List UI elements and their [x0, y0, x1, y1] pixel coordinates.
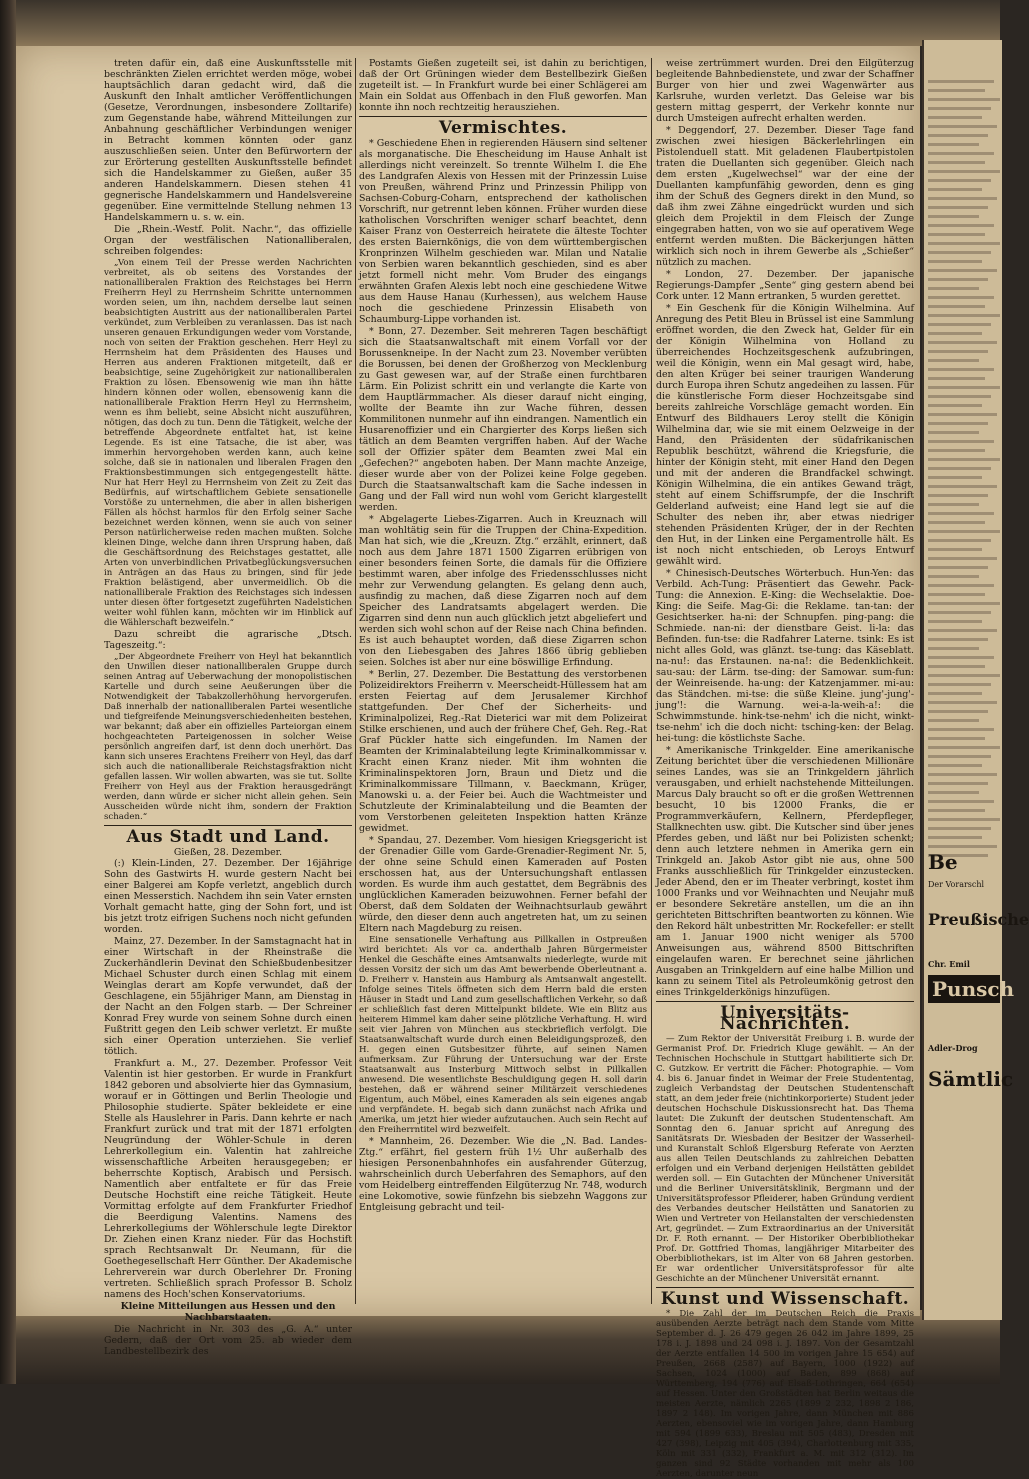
- ad-box: Punsch: [928, 975, 1000, 1003]
- divider: [656, 1287, 914, 1288]
- ad-text: Der Vorarschl: [928, 880, 985, 889]
- facing-page-text-line: [928, 458, 1000, 461]
- facing-page-text-line: [928, 566, 988, 569]
- section-heading: Vermischtes.: [438, 118, 568, 138]
- article-text: weise zertrümmert wurden. Drei den Eilgüterzug begleitende Bahnbedienstete, und zwar der Schaffner Burger von hier und zwei Wagenwärter aus Karlsruhe, wurden verletzt. Das Geleise war bis gestern mittag gesperrt, der Verkehr konnte nur durch Umsteigen aufrecht erhalten werden.: [656, 58, 914, 124]
- facing-page-text-line: [928, 467, 991, 470]
- facing-page-text-line: [928, 503, 979, 506]
- facing-page-text-line: [928, 818, 1000, 821]
- facing-page-text-line: [928, 440, 994, 443]
- facing-page-text-line: [928, 359, 979, 362]
- facing-page-text-line: [928, 377, 985, 380]
- facing-page-text-line: [928, 323, 991, 326]
- facing-page-text-line: [928, 638, 988, 641]
- news-item: * Berlin, 27. Dezember. Die Bestattung des verstorbenen Polizeidirektors Freiherrn v. Meerscheidt-Hüllessem hat am ersten Feiertag auf dem Jerusalemer Kirchhof stattgefunden. Der Chef der Sicherheits- und Kriminalpolizei, Reg.-Rat Dieterici war mit dem Polizeirat Stilke erschienen, und auch der frühere Chef, Geh. Reg.-Rat Graf Pückler hatte sich eingefunden. Im Namen der Beamten der Kriminalabteilung legte Kriminalkommissar v. Kracht einen Kranz nieder. Mit ihm wohnten die Kriminalinspektoren Jorn, Braun und Dietz und die Kriminalkommissare Tillmann, v. Baeckmann, Krüger, Manowski u. a. der Feier bei. Auch die Wachtmeister und Schutzleute der Kriminalabteilung und die Beamten der vom Verstorbenen geleiteten Inspektion hatten Kränze gewidmet.: [359, 669, 647, 834]
- ad-heading: Be: [928, 850, 958, 874]
- facing-page-text-line: [928, 611, 991, 614]
- facing-page-text-line: [928, 215, 979, 218]
- facing-page-text-line: [928, 692, 982, 695]
- facing-page-text-line: [928, 773, 997, 776]
- facing-page-text-line: [928, 314, 1000, 317]
- facing-page-text-line: [928, 665, 985, 668]
- facing-page-text-line: [928, 269, 997, 272]
- ad-text: Chr. Emil: [928, 959, 970, 969]
- news-item: * Chinesisch-Deutsches Wörterbuch. Hun-Yen: das Verbild. Ach-Tung: Präsentiert das Gewehr. Pack-Tung: die Annexion. E-King: die Wechselaktie. Doe-King: die Seife. Mag-Gi: die Reklame. tan-tan: der Gesichtserker. ha-ni: der Schnupfen. ping-pang: die Schmiede. nan-ni: der dienstbare Geist. li-la: das Befinden. fun-tse: die Radfahrer Laterne. tsink: Es ist nicht alles Gold, was glänzt. tse-tung: das Käseblatt. na-nu!: das Erstaunen. na-na!: die Bedenklichkeit. sau-sau: der Lärm. tse-ding: der Samowar. sum-fun: der Weinreisende. ha-ung: der Katzenjammer. mi-au: das Ständchen. mi-tse: die süße Kleine. jung'-jung'-jung'!: die Warnung. wei-a-la-weih-a!: die Schwimmstunde. hink-tse-nehm' ich die nicht, winkt-tse-nehm' ich die doch nicht: tsching-ken: der Belag. hei-tung: die köstlichste Sache.: [656, 568, 914, 744]
- facing-page-text-line: [928, 260, 982, 263]
- facing-page-text-line: [928, 683, 991, 686]
- facing-page-text-line: [928, 530, 1000, 533]
- facing-page-text-line: [928, 728, 994, 731]
- facing-page-text-line: [928, 89, 985, 92]
- facing-page-text-line: [928, 620, 982, 623]
- facing-page-text-line: [928, 647, 979, 650]
- facing-page-text-line: [928, 755, 991, 758]
- news-item: * Geschiedene Ehen in regierenden Häusern sind seltener als morganatische. Die Ehescheidung im Hause Anhalt ist allerdings nicht vereinzelt. So trennte Wilhelm I. die Ehe des Landgrafen Alexis von Hessen mit der Prinzessin Luise von Preußen, während Prinz und Prinzessin Philipp von Sachsen-Coburg-Coharn, entsprechend der katholischen Vorschrift, nur getrennt leben können. Früher wurden diese katholischen Vorschriften weniger scharf beachtet, denn Kaiser Franz von Oesterreich heiratete die älteste Tochter des ersten Baiernkönigs, die von dem württembergischen Kronprinzen Wilhelm geschieden war. Milan und Natalie von Serbien waren bekanntlich geschieden, sind es aber jetzt formell nicht mehr. Vom Bruder des eingangs erwähnten Grafen Alexis lebt noch eine geschiedene Witwe aus dem Hause Hanau (Kurhessen), aus welchem Hause noch die geschiedene Prinzessin Elisabeth von Schaumburg-Lippe vorhanden ist.: [359, 138, 647, 325]
- facing-page-text-line: [928, 539, 991, 542]
- dateline: Gießen, 28. Dezember.: [173, 847, 283, 858]
- facing-page-text-line: [928, 125, 997, 128]
- column-rule: [355, 58, 356, 1304]
- facing-page-text-line: [928, 845, 997, 848]
- facing-page-text-line: [928, 116, 982, 119]
- facing-page-text-line: [928, 476, 982, 479]
- facing-page-text-line: [928, 584, 994, 587]
- divider: [656, 1001, 914, 1002]
- news-item: * Die Zahl der im Deutschen Reich die Praxis ausübenden Aerzte beträgt nach dem Stande vom Mitte September d. J. 26 479 gegen 26 042 im Jahre 1899, 25 178 i. J. 1898 und 24 098 i. J. 1897. Von der Gesamtzahl der Aerzte entfallen 14 500 im vorigen Jahre 15 654) auf Preußen, 2668 (2587) auf Bayern, 1000 (1922) auf Sachsen, 1024 (1000) auf Baden, 899 (868) auf Württemberg, 194 (776) auf Elsaß-Lothringen, 664 (654) auf Hessen. Unter den Großstädten hat Berlin weitaus die meisten Aerzte, nämlich 2265 (1899 2 232, 1898 2 186, 1897 2 148). Im vorigen Jahre, dann München mit 886 Aerzten, ebensoviel wie im vorigen Jahre, dann Hamburg mit 594 (1899 633), Breslau mit 505 (483), Dresden mit 427 (398), Leipzig mit 405 (394), Charlottenburg mit 335, Köln mit 331 (332), Frankfurt a. M. mit 312 (312). Im ganzen sind 92 Städte vorhanden mit mehr als 100 Aerzten, darunter neun: [656, 1309, 914, 1479]
- news-item: (:) Klein-Linden, 27. Dezember. Der 16jährige Sohn des Gastwirts H. wurde gestern Nacht bei einer Balgerei am Kopfe verletzt, angeblich durch einen Messerstich. Nachdem ihn sein Vater ernsten Vorhalt gemacht hatte, ging der Sohn fort, und ist bis jetzt trotz eifrigen Suchens noch nicht gefunden worden.: [104, 858, 352, 935]
- facing-page-edge: [922, 40, 1029, 1320]
- section-heading: Universitäts-Nachrichten.: [719, 1003, 851, 1034]
- facing-page-text-line: [928, 170, 1000, 173]
- column-3: [656, 58, 914, 1479]
- facing-page-text-line: [928, 701, 997, 704]
- column-2: [359, 58, 647, 1304]
- facing-page-text-line: [928, 161, 985, 164]
- facing-page-text-line: [928, 422, 988, 425]
- news-item: * Spandau, 27. Dezember. Vom hiesigen Kriegsgericht ist der Grenadier Gille vom Garde-Grenadier-Regiment Nr. 5, der ohne seine Schuld einen Kameraden auf Posten erschossen hat, aus der Untersuchungshaft entlassen worden. Es wurde ihm auch gestattet, dem Begräbnis des unglücklichen Kameraden beizuwohnen. Ferner befahl der Oberst, daß dem Soldaten der Weihnachtsurlaub gewährt würde, den dieser denn auch angetreten hat, um zu seinen Eltern nach Magdeburg zu reisen.: [359, 835, 647, 934]
- news-item: * Mannheim, 26. Dezember. Wie die „N. Bad. Landes-Ztg.“ erfährt, fiel gestern früh 1½ Uhr außerhalb des hiesigen Personenbahnhofes ein ausfahrender Güterzug, wahrscheinlich durch Ueberfahren des Semaphors, auf den vom Heidelberg eintreffenden Eilgüterzug Nr. 748, wodurch eine Lokomotive, sowie fünfzehn bis siebzehn Waggons zur Entgleisung gebracht und teil-: [359, 1136, 647, 1213]
- facing-page-text-line: [928, 233, 985, 236]
- facing-page-text-line: [928, 719, 979, 722]
- facing-page-text-line: [928, 80, 994, 83]
- facing-page-text-line: [928, 332, 982, 335]
- facing-page-text-line: [928, 494, 988, 497]
- facing-page-text-line: [928, 746, 1000, 749]
- facing-page-text-line: [928, 557, 997, 560]
- facing-page-text-line: [928, 179, 991, 182]
- news-item: Mainz, 27. Dezember. In der Samstagnacht hat in einer Wirtschaft in der Rheinstraße die Zuckerhändlerin Devinat den Schießbudenbesitzer Michael Schuster durch einen Schlag mit einem Weinglas derart am Kopfe verwundet, daß der Geschlagene, ein 55jähriger Mann, am Dienstag in der Nacht an den Folgen starb. — Der Schreiner Konrad Frey wurde von seinem Sohne durch einen Fußtritt gegen den Leib schwer verletzt. Er mußte sich einer Operation unterziehen. Sie verlief tötlich.: [104, 936, 352, 1057]
- facing-page-text-line: [928, 386, 1000, 389]
- facing-page-text-line: [928, 548, 982, 551]
- book-binding: [0, 0, 16, 1384]
- section-heading: Aus Stadt und Land.: [126, 827, 330, 847]
- facing-page-text-line: [928, 368, 994, 371]
- column-rule: [651, 58, 652, 1304]
- facing-page-text-line: [928, 143, 979, 146]
- news-item: Die Nachricht in Nr. 303 des „G. A.“ unter Gedern, daß der Ort vom 25. ab wieder dem Landbestellbezirk des: [104, 1324, 352, 1357]
- divider: [104, 825, 352, 826]
- article-text: Die „Rhein.-Westf. Polit. Nachr.“, das offizielle Organ der westfälischen Nationalliberalen, schreiben folgendes:: [104, 224, 352, 257]
- facing-page-text-line: [928, 764, 982, 767]
- article-text: Postamts Gießen zugeteilt sei, ist dahin zu berichtigen, daß der Ort Grüningen wieder dem Bestellbezirk Gießen zugeteilt ist. — In Frankfurt wurde bei einer Schlägerei am Main ein Soldat aus Offenbach in den Fluß geworfen. Man konnte ihn noch rechtzeitig herausziehen.: [359, 58, 647, 113]
- facing-page-text-line: [928, 431, 979, 434]
- facing-page-text-line: [928, 791, 979, 794]
- ad-heading: Preußische: [928, 910, 1029, 929]
- news-item: * Bonn, 27. Dezember. Seit mehreren Tagen beschäftigt sich die Staatsanwaltschaft mit einem Vorfall vor der Borussenkneipe. In der Nacht zum 23. November verübten die Borussen, bei denen der Großherzog von Mecklenburg zu Gast gewesen war, auf der Straße einen furchtbaren Lärm. Ein Polizist schritt ein und verlangte die Karte von dem Hauptlärmmacher. Als dieser darauf nicht einging, wollte der Beamte ihn zur Wache führen, dessen Kommilitonen nunmehr auf ihn eindrangen. Namentlich ein Husarenoffizier und ein Chargierter des Korps ließen sich tätlich an dem Beamten vergriffen haben. Auf der Wache soll der Offizier später dem Beamten zwei Mal ein „Gefechen?“ angeboten haben. Der Mann machte Anzeige, dieser wurde aber von der Polizei keine Folge gegeben. Durch die Staatsanwaltschaft kam die Sache indessen in Gang und der Fall wird nun wohl vom Gericht klargestellt werden.: [359, 326, 647, 513]
- facing-page-text-line: [928, 98, 1000, 101]
- subheading: Kleine Mitteilungen aus Hessen und den Nachbarstaaten.: [120, 1301, 336, 1323]
- article-text: Dazu schreibt die agrarische „Dtsch. Tageszeitg.“:: [104, 629, 352, 651]
- facing-page-text-line: [928, 710, 988, 713]
- facing-page-text-line: [928, 134, 988, 137]
- facing-page-text-line: [928, 206, 988, 209]
- page-top-edge: [16, 0, 1000, 46]
- news-item: * Ein Geschenk für die Königin Wilhelmina. Auf Anregung des Petit Bleu in Brüssel ist eine Sammlung eröffnet worden, die den Zweck hat, Gelder für ein der Königin Wilhelmina von Holland zu überreichendes Hochzeitsgeschenk aufzubringen, weil die Königin, wenn ein Mal gesagt wird, habe, den alten Krüger bei seiner traurigen Wanderung durch Europa ihren Schutz angedeihen zu lassen. Für die künstlerische Form dieser Hochzeitsgabe sind bereits zahlreiche Vorschläge gemacht worden. Ein Entwurf des Bildhauers Leroy stellt die Königin Wilhelmina dar, wie sie mit einem Oelzweige in der Hand, den Präsidenten der südafrikanischen Republik beschützt, während die Kriegsfurie, die hinter der Königin steht, mit einer Hand den Degen und mit der anderen die Brandfackel schwingt. Königin Wilhelmina, die ein antikes Gewand trägt, steht auf einem Schiffsrumpfe, der die Inschrift Gelderland aufweist; eine Hand legt sie auf die Schulter des neben ihr, aber etwas niedriger stehenden Präsidenten Krüger, der in der Rechten den Hut, in der Linken eine Pergamentrolle hält. Es ist noch nicht entschieden, ob Leroys Entwurf gewählt wird.: [656, 303, 914, 567]
- facing-page-text-line: [928, 449, 985, 452]
- section-heading: Kunst und Wissenschaft.: [660, 1289, 910, 1309]
- facing-page-text-line: [928, 800, 994, 803]
- facing-page-text-line: [928, 737, 985, 740]
- facing-page-text-line: [928, 251, 991, 254]
- facing-page-text-line: [928, 341, 997, 344]
- facing-page-text-line: [928, 413, 997, 416]
- facing-page-text-line: [928, 152, 994, 155]
- facing-page-text-line: [928, 485, 997, 488]
- facing-page-text-line: [928, 395, 991, 398]
- facing-page-text-line: [928, 278, 988, 281]
- article-text: „Der Abgeordnete Freiherr von Heyl hat bekanntlich den Unwillen dieser nationalliberalen Gruppe durch seinen Antrag auf Ueberwachung der monopolistischen Kartelle und durch seine Aeußerungen über die Notwendigkeit der Tabakzollerhöhung hervorgerufen. Daß innerhalb der nationalliberalen Partei wesentliche und tiefgreifende Meinungsverschiedenheiten bestehen, war bekannt; daß aber ein offizielles Parteiorgan einem hochgeachteten Parteigenossen in solcher Weise persönlich angreifen darf, ist denn doch unerhört. Das kann sich unseres Erachtens Freiherr von Heyl, das darf sich auch die nationalliberale Reichstagsfraktion nicht gefallen lassen. Wir wollen abwarten, was sie tut. Sollte Freiherr von Heyl aus der Fraktion herausgedrängt werden, dann würde er sicher nicht allein gehen. Sein Ausscheiden würde nicht ihm, sondern der Fraktion schaden.“: [104, 652, 352, 822]
- facing-page-text-line: [928, 809, 985, 812]
- facing-page-text-line: [928, 521, 985, 524]
- facing-page-text-line: [928, 656, 994, 659]
- news-item: * Abgelagerte Liebes-Zigarren. Auch in Kreuznach will man wohltätig sein für die Truppen der China-Expedition. Man hat sich, wie die „Kreuzn. Ztg.“ erzählt, erinnert, daß noch aus dem Jahre 1871 1500 Zigarren erübrigen von einer besonders feinen Sorte, die damals für die Offiziere bestimmt waren, aber infolge des Friedensschlusses nicht mehr zur Verwendung gelangten. Es gelang denn auch, ausfindig zu machen, daß diese Zigarren noch auf dem Speicher des Landratsamts abgelagert werden. Die Zigarren sind denn nun auch glücklich jetzt abgeliefert und werden sich wohl schon auf der Reise nach China befinden. Es ist auch behauptet worden, daß diese Zigarren schon von den Liebesgaben des Jahres 1866 übrig geblieben seien. Solches ist aber nur eine böswillige Erfindung.: [359, 514, 647, 668]
- ad-text: Adler-Drog: [928, 1043, 978, 1053]
- facing-page-text-line: [928, 782, 988, 785]
- facing-page-text-line: [928, 305, 985, 308]
- facing-page-text-line: [928, 197, 997, 200]
- news-item: Frankfurt a. M., 27. Dezember. Professor Veit Valentin ist hier gestorben. Er wurde in Frankfurt 1842 geboren und absolvierte hier das Gymnasium, worauf er in Göttingen und Berlin Theologie und Philosophie studierte. Später bekleidete er eine Stelle als Hauslehrer in Paris. Dann kehrte er nach Frankfurt zurück und trat mit der 1871 erfolgten Neugründung der Wöhler-Schule in deren Lehrerkollegium ein. Valentin hat zahlreiche wissenschaftliche Arbeiten herausgegeben; er beherrschte Koptisch, Arabisch und Persisch. Namentlich aber entfaltete er für das Freie Deutsche Hochstift eine reiche Tätigkeit. Heute Vormittag erfolgte auf dem Frankfurter Friedhof die Beerdigung Valentins. Namens des Lehrerkollegiums der Wöhlerschule legte Direktor Dr. Ziehen einen Kranz nieder. Für das Hochstift sprach Rechtsanwalt Dr. Neumann, für die Goethegesellschaft Herr Günther. Der Akademische Lehrerverein war durch Oberlehrer Dr. Froning vertreten. Schließlich sprach Professor B. Scholz namens des Hoch'schen Konservatoriums.: [104, 1058, 352, 1300]
- facing-page-text-line: [928, 602, 1000, 605]
- news-item: — Zum Rektor der Universität Freiburg i. B. wurde der Germanist Prof. Dr. Friedrich Kluge gewählt. — An der Technischen Hochschule in Stuttgart habilitierte sich Dr. C. Gutzkow. Er vertritt die Fächer: Photographie. — Vom 4. bis 6. Januar findet in Weimar der Freie Studententag, zugleich Verbandstag der Deutschen Studentenschaft statt, an dem jeder freie (nichtinkorporierte) Student jeder deutschen Hochschule Diskussionsrecht hat. Das Thema lautet: Die Zukunft der deutschen Studentenschaft. Am Sonntag den 6. Januar spricht auf Anregung des Sanitätsrats Dr. Wiesbaden der Besitzer der Wasserheil- und Kuranstalt Schloß Elgersburg Referate von Aerzten aus allen Teilen Deutschlands zu zahlreichen Debatten erfolgen und ein Verband derjenigen Heilstätten gebildet werden soll. — Ein Gutachten der Münchener Universität und die Berliner Universitätsklinik, Bergmann und der Universitätsprofessor Pfleiderer, haben Gründung verdient des Verbandes deutscher Heilstätten und Sanatorien zu Wien und Vertreter von Heilanstalten der verschiedensten Art, gegründet. — Zum Extraordinarius an der Universität Dr. F. Roth ernannt. — Der Historiker Oberbibliothekar Prof. Dr. Gottfried Thomas, langjähriger Mitarbeiter des Oberbibliothekars, ist im Alter von 68 Jahren gestorben. Er war ordentlicher Universitätsprofessor für alte Geschichte an der Münchener Universität ernannt.: [656, 1034, 914, 1284]
- facing-page-text-line: [928, 188, 982, 191]
- facing-page-text-line: [928, 593, 985, 596]
- facing-page-text-line: [928, 836, 982, 839]
- facing-page-text-line: [928, 827, 991, 830]
- article-text: „Von einem Teil der Presse werden Nachrichten verbreitet, als ob seitens des Vorstandes der nationalliberalen Fraktion des Reichstages bei Herrn Freiherrn Heyl zu Herrnsheim Schritte unternommen worden seien, um ihn, nachdem derselbe laut seinen beabsichtigten Austritt aus der nationalliberalen Partei verkündet, zum Verbleiben zu veranlassen. Das ist nach unseren genauen Erkundigungen weder vom Vorstande, noch von seiten der Fraktion geschehen. Herr Heyl zu Herrnsheim hat dem Präsidenten des Hauses und Herren aus anderen Fraktionen mitgeteilt, daß er beabsichtige, seine Zugehörigkeit zur nationalliberalen Fraktion zu lösen. Ebensowenig wie man ihn hätte hindern können oder wollen, ebensowenig kann die nationalliberale Fraktion Herrn Heyl zu Herrnsheim, wenn es ihm beliebt, seine Absicht nicht auszuführen, nötigen, das doch zu tun. Denn die Tätigkeit, welche der betreffende Abgeordnete entfaltet hat, ist keine Legende. Es ist eine Tatsache, die ist aber, was immerhin hervorgehoben werden kann, auch keine solche, daß sie in nationalen und liberalen Fragen den Fraktionsbestimmungen sich entgegengestellt hätte. Nur hat Herr Heyl zu Herrnsheim von Zeit zu Zeit das Bedürfnis, auf wirtschaftlichem Gebiete sensationelle Vorstöße zu unternehmen, die aber in allen bisherigen Fällen als höchst harmlos für den Erfolg seiner Sache bezeichnet werden können, wenn sie auch von seiner Person natürlicherweise reden machen mußten. Solche kleinen Dinge, welche dann ihren Ursprung haben, daß die Geschäftsordnung des Reichstages gestattet, alle Arten von unverbindlichen Privatbeglückungsversuchen in Anträgen an das Haus zu bringen, sind für jede Fraktion belästigend, aber unvermeidlich. Ob die nationalliberale Fraktion des Reichstages sich indessen unter diesen öfter fortgesetzt zugeführten Nadelstichen weiter wohl fühlen kann, möchten wir im Hinblick auf die Wählerschaft bezweifeln.“: [104, 258, 352, 628]
- facing-page-text-line: [928, 674, 1000, 677]
- news-item: * Amerikanische Trinkgelder. Eine amerikanische Zeitung berichtet über die verschiedenen Millionäre seines Landes, was sie an Trinkgeldern jährlich verausgaben, und erhielt nachstehende Mitteilungen. Marcus Daly braucht so oft er die großen Wettrennen besucht, 10 bis 12000 Franks, die er Programmverkäufern, Kellnern, Pferdepfleger, Stallknechten usw. gibt. Die Kutscher sind über jenes Pferdes geben, und läßt nur bei Polizisten schenkt; denn auch letztere nehmen in Amerika gern ein Trinkgeld an. Jakob Astor gibt nie aus, ohne 500 Franks ausschließlich für Trinkgelder einzustecken. Jeder Abend, den er im Theater verbringt, kostet ihm 1000 Franks und vor Weihnachten und Neujahr muß er besondere Sekretäre anstellen, um die an ihn gerichteten Bittschriften beantworten zu können. Wie den Rekord hält unbestritten Mr. Rockefeller: er stellt am 1. Januar 1900 nicht weniger als 5700 Anweisungen aus, während 8500 Bittschriften eingelaufen waren. Er berechnet seine jährlichen Ausgaben an Trinkgeldern auf eine halbe Million und kann zu seinem Titel als Petroleumkönig getrost den eines Trinkgelderkönigs hinzufügen.: [656, 745, 914, 998]
- facing-page-text-line: [928, 629, 997, 632]
- news-item: Eine sensationelle Verhaftung aus Pillkallen in Ostpreußen wird berichtet: Als vor ca. anderthalb Jahren Bürgermeister Henkel die Geschäfte eines Amtsanwalts niederlegte, wurde mit dessen Vorsitz der sich um das Amt bewerbende Oberleutnant a. D. Freiherr v. Hanstein aus Hamburg als Amtsanwalt angestellt. Infolge seines Titels öffneten sich dem Herrn bald die ersten Häuser in Stadt und Land zum gesellschaftlichen Verkehr, so daß er schließlich fast deren Mittelpunkt bildete. Wie ein Blitz aus heiterem Himmel kam daher seine plötzliche Verhaftung. H. wird seit vier Jahren von München aus steckbrieflich verfolgt. Die Staatsanwaltschaft wurde durch einen Beleidigungsprozeß, den H. gegen einen Gutsbesitzer führte, auf seinen Namen aufmerksam. Zur Führung der Untersuchung war der Erste Staatsanwalt aus Insterburg Mittwoch selbst in Pillkallen anwesend. Die wesentlichste Beschuldigung gegen H. soll darin bestehen, daß er während seiner Militärzeit verschiedenes Eigentum, auch Möbel, eines Kameraden als sein eigenes angab und verpfändete. H. begab sich dann zunächst nach Afrika und Amerika, um jetzt hier wieder aufzutauchen. Auch sein Recht auf den Freiherrntitel wird bezweifelt.: [359, 935, 647, 1135]
- facing-page-text-line: [928, 404, 982, 407]
- column-1: [104, 58, 352, 1357]
- facing-page-text-line: [928, 242, 1000, 245]
- news-item: * London, 27. Dezember. Der japanische Regierungs-Dampfer „Sente“ ging gestern abend bei Cork unter. 12 Mann ertranken, 5 wurden gerettet.: [656, 269, 914, 302]
- ad-heading: Sämtlic: [928, 1067, 1014, 1091]
- news-item: * Deggendorf, 27. Dezember. Dieser Tage fand zwischen zwei hiesigen Bäckerlehrlingen ein Pistolenduell statt. Mit geladenen Flaubertpistolen traten die Duellanten sich gegenüber. Gleich nach dem ersten „Kugelwechsel“ war der eine der Duellanten kampfunfähig geworden, denn es ging ihm der Schuß des Gegners direkt in den Mund, so daß ihm zwei Zähne eingedrückt wurden und sich gleich dem Projektil in dem Fleisch der Zunge eingegraben hatten, von wo sie auf operativem Wege entfernt werden mußten. Die Bäckerjungen hätten wirklich sich noch in ihrem Gewerbe als „Schießer“ nützlich zu machen.: [656, 125, 914, 268]
- facing-page-text-line: [928, 575, 979, 578]
- facing-page-text-line: [928, 296, 994, 299]
- facing-page-text-line: [928, 512, 994, 515]
- facing-page-text-line: [928, 107, 991, 110]
- facing-page-text-line: [928, 224, 994, 227]
- article-text: treten dafür ein, daß eine Auskunftsstelle mit beschränkten Zielen errichtet werden möge, wobei hauptsächlich daran gedacht wird, daß die Auskunft den Inhalt amtlicher Veröffentlichungen (Gesetze, Verordnungen, insbesondere Zolltarife) zum Gegenstande habe, während Mitteilungen zur Anbahnung geschäftlicher Verbindungen weniger in Betracht kommen könnten oder ganz auszuschließen seien. Unter den Befürwortern der zur Erörterung gestellten Auskunftsstelle befindet sich die Handelskammer zu Gießen, außer 35 anderen Handelskammern. Diesen stehen 41 gegnerische Handelskammern und Handelsvereine gegenüber. Eine vermittelnde Stellung nehmen 13 Handelskammern u. s. w. ein.: [104, 58, 352, 223]
- divider: [359, 116, 647, 117]
- facing-page-ads: [928, 850, 1029, 1097]
- facing-page-text-line: [928, 287, 979, 290]
- facing-page-text-line: [928, 350, 988, 353]
